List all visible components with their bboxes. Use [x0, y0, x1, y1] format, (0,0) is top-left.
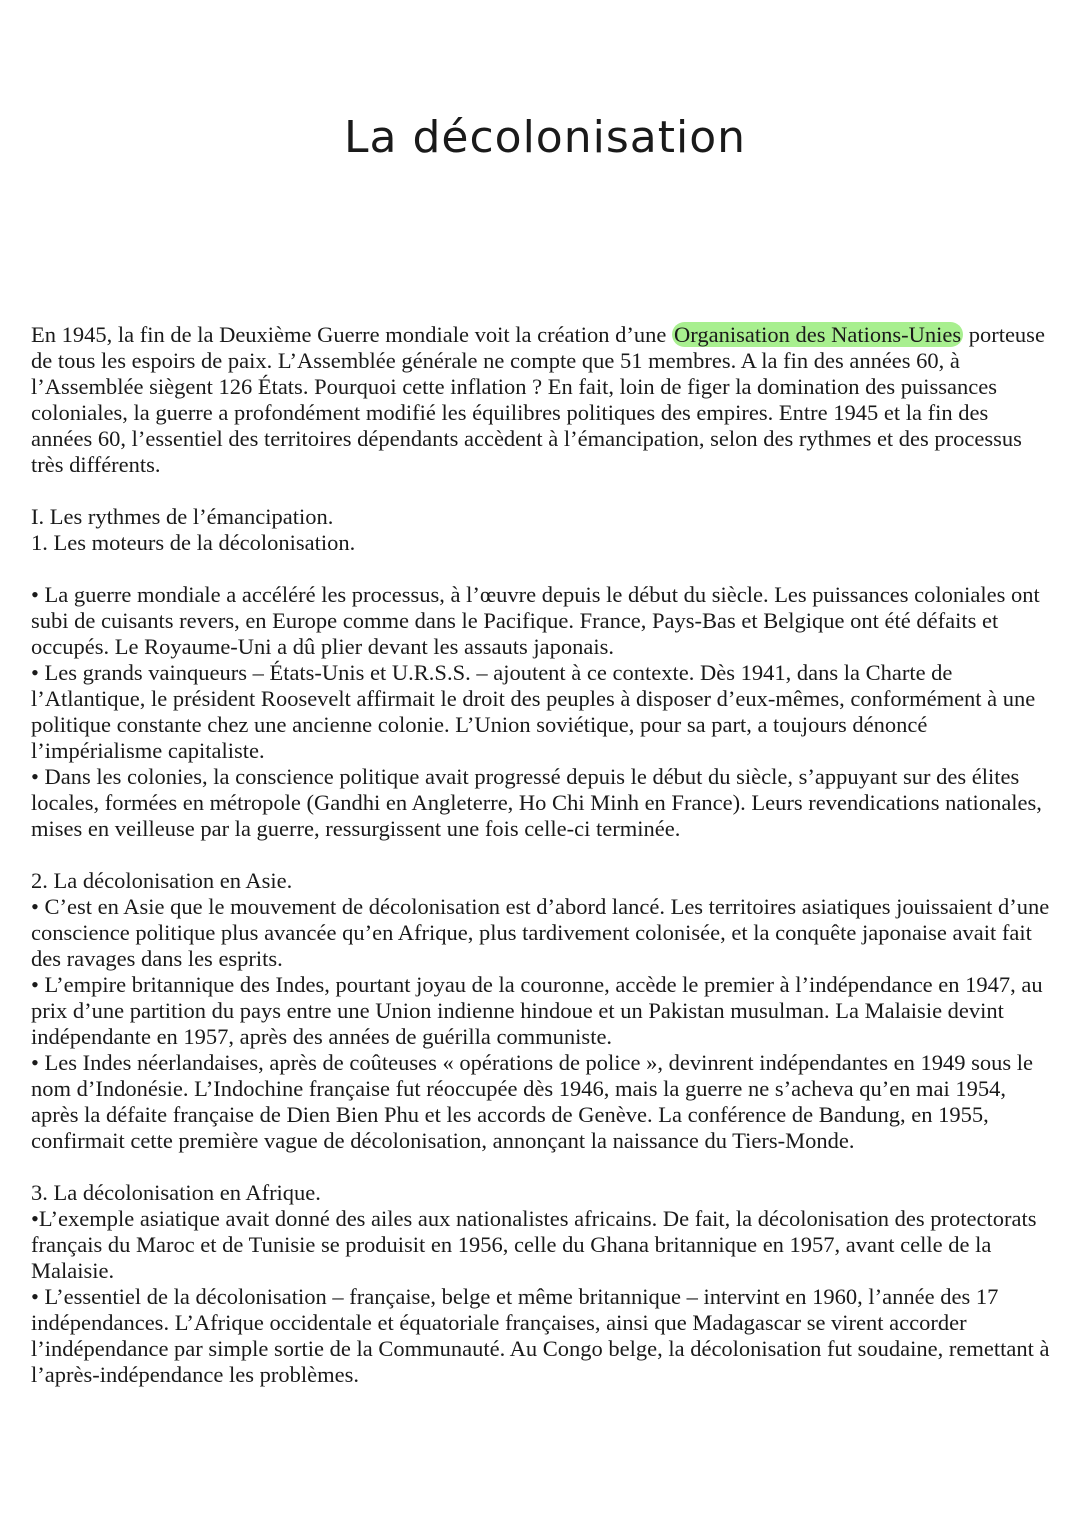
- subsection-heading-motors: 1. Les moteurs de la décolonisation.: [31, 530, 356, 555]
- bullet-item: • L’essentiel de la décolonisation – française, belge et même britannique – intervint en 1960, l’année des 17 indépendances. L’Afrique occidentale et équatoriale françaises, ainsi que Madagascar se virent accorder l’indépendance par simple sortie de la Communauté. Au Congo belge, la décolonisation fut soudaine, remettant à l’après-indépendance les problèmes.: [31, 1284, 1050, 1387]
- subsection-heading-asia: 2. La décolonisation en Asie.: [31, 868, 293, 893]
- page-title: La décolonisation: [344, 112, 746, 163]
- bullet-item: • Les grands vainqueurs – États-Unis et U.R.S.S. – ajoutent à ce contexte. Dès 1941, dans la Charte de l’Atlantique, le président Roosevelt affirmait le droit des peuples à disposer d’eux-mêmes, conformément à une politique constante chez une ancienne colonie. L’Union soviétique, pour sa part, a toujours dénoncé l’impérialisme capitaliste.: [31, 660, 1036, 763]
- bullet-item: • L’empire britannique des Indes, pourtant joyau de la couronne, accède le premier à l’indépendance en 1947, au prix d’une partition du pays entre une Union indienne hindoue et un Pakistan musulman. La Malaisie devint indépendante en 1957, après des années de guérilla communiste.: [31, 972, 1043, 1049]
- spacer: [31, 478, 1051, 504]
- bullet-item: • La guerre mondiale a accéléré les processus, à l’œuvre depuis le début du siècle. Les puissances coloniales ont subi de cuisants revers, en Europe comme dans le Pacifique. France, Pays-Bas et Belgique ont été défaits et occupés. Le Royaume-Uni a dû plier devant les assauts japonais.: [31, 582, 1040, 659]
- section-heading: I. Les rythmes de l’émancipation.: [31, 504, 334, 529]
- spacer: [31, 842, 1051, 868]
- intro-text-start: En 1945, la fin de la Deuxième Guerre mondiale voit la création d’une: [31, 322, 673, 347]
- intro-paragraph: [31, 322, 1051, 478]
- spacer: [31, 1154, 1051, 1180]
- bullet-item: • Les Indes néerlandaises, après de coûteuses « opérations de police », devinrent indépendantes en 1949 sous le nom d’Indonésie. L’Indochine française fut réoccupée dès 1946, mais la guerre ne s’acheva qu’en mai 1954, après la défaite française de Dien Bien Phu et les accords de Genève. La conférence de Bandung, en 1955, confirmait cette première vague de décolonisation, annonçant la naissance du Tiers-Monde.: [31, 1050, 1033, 1153]
- highlighted-term: Organisation des Nations-Unies: [674, 322, 962, 347]
- intro-text-end: porteuse de tous les espoirs de paix. L’Assemblée générale ne compte que 51 membres. A la fin des années 60, à l’Assemblée siègent 126 États. Pourquoi cette inflation ? En fait, loin de figer la domination des puissances coloniales, la guerre a profondément modifié les équilibres politiques des empires. Entre 1945 et la fin des années 60, l’essentiel des territoires dépendants accèdent à l’émancipation, selon des rythmes et des processus très différents.: [31, 322, 1045, 477]
- bullet-item: •L’exemple asiatique avait donné des ailes aux nationalistes africains. De fait, la décolonisation des protectorats français du Maroc et de Tunisie se produisit en 1956, celle du Ghana britannique en 1957, avant celle de la Malaisie.: [31, 1206, 1037, 1283]
- subsection-heading-africa: 3. La décolonisation en Afrique.: [31, 1180, 321, 1205]
- bullet-item: • C’est en Asie que le mouvement de décolonisation est d’abord lancé. Les territoires asiatiques jouissaient d’une conscience politique plus avancée qu’en Afrique, plus tardivement colonisée, et la conquête japonaise avait fait des ravages dans les esprits.: [31, 894, 1050, 971]
- document-body: [31, 322, 1051, 1388]
- spacer: [31, 556, 1051, 582]
- bullet-item: • Dans les colonies, la conscience politique avait progressé depuis le début du siècle, s’appuyant sur des élites locales, formées en métropole (Gandhi en Angleterre, Ho Chi Minh en France). Leurs revendications nationales, mises en veilleuse par la guerre, ressurgissent une fois celle-ci terminée.: [31, 764, 1042, 841]
